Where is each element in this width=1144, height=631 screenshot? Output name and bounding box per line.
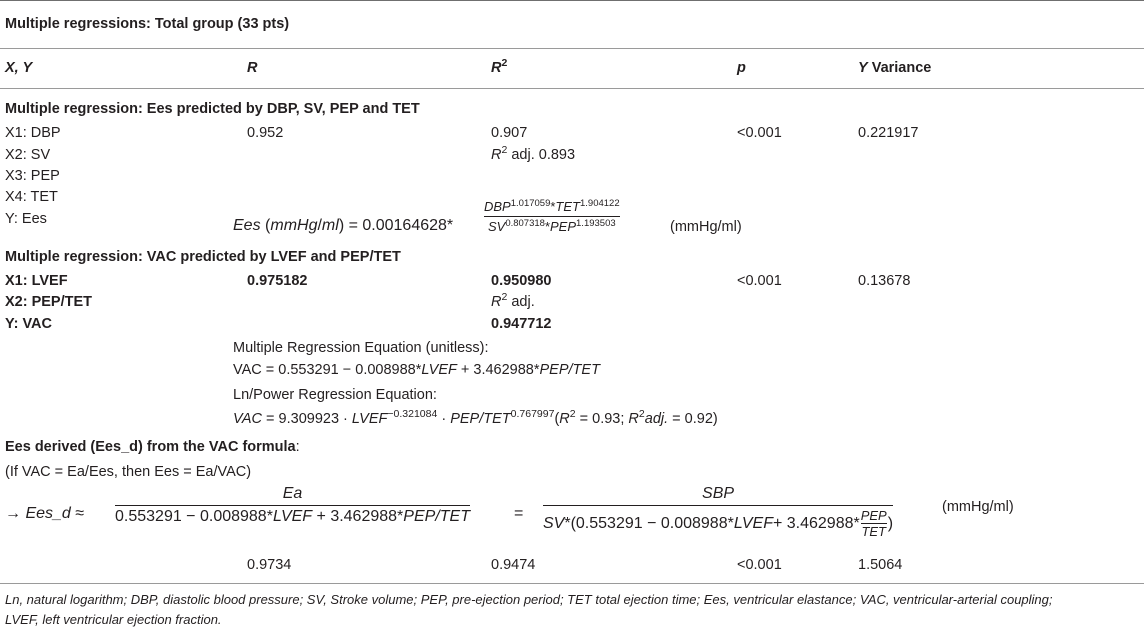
header-p: p — [737, 60, 746, 76]
footnote-line-2: LVEF, left ventricular ejection fraction. — [5, 612, 222, 627]
section2-mr-label: Multiple Regression Equation (unitless): — [233, 340, 489, 356]
section2-ln-equation: VAC = $9.309923 \cdot LVEF^{-0.321084} \cdot PEP/TET^{0.767997}(R^2 = 0.93$; $R^2adj$. = 0.92) — [233, 408, 718, 427]
table-title: Multiple regressions: Total group (33 pts) — [5, 16, 290, 32]
section2-var-x1: X1: LVEF — [5, 273, 68, 289]
section1-var-x1: X1: DBP — [5, 125, 61, 141]
section2-mr-equation: VAC = 0.553291 − 0.008988*LVEF + 3.462988*PEP/TET — [233, 362, 600, 378]
section1-equation-unit: (mmHg/ml) — [670, 219, 742, 235]
section3-equals: = — [514, 505, 524, 522]
title-rule — [0, 48, 1144, 49]
section3-p: <0.001 — [737, 557, 782, 573]
bottom-rule — [0, 583, 1144, 584]
section2-r2-adj-value: 0.947712 — [491, 316, 552, 332]
section1-r: 0.952 — [247, 125, 284, 141]
section1-var-x2: X2: SV — [5, 147, 51, 163]
section2-r2-adj: $R^2$ adj. — [491, 291, 535, 310]
section1-y-variance: 0.221917 — [858, 125, 919, 141]
footnote-line-1: Ln, natural logarithm; DBP, diastolic blood pressure; SV, Stroke volume; PEP, pre-ejection period; TET total ejection time; Ees, ventricular elastance; VAC, ventricular-arterial coupling; — [5, 592, 1053, 607]
header-rule — [0, 88, 1144, 89]
section3-y-variance: 1.5064 — [858, 557, 903, 573]
section1-var-x3: X3: PEP — [5, 168, 60, 184]
section3-equation-unit: (mmHg/ml) — [942, 499, 1014, 515]
section1-equation-lhs: Ees (mmHg/ml) = 0.00164628* — [233, 217, 454, 234]
section1-p: <0.001 — [737, 125, 782, 141]
section3-r: 0.9734 — [247, 557, 292, 573]
section1-equation-fraction: $DBP^{1.017059}*TET^{1.904122}$ $SV^{0.807318}*PEP^{1.193503}$ — [484, 198, 620, 234]
section2-ln-label: Ln/Power Regression Equation: — [233, 387, 437, 403]
section3-r2: 0.9474 — [491, 557, 536, 573]
section2-r: 0.975182 — [247, 273, 308, 289]
section2-var-y: Y: VAC — [5, 316, 52, 332]
section3-fraction-1: Ea 0.553291 − 0.008988*LVEF + 3.462988*PEP/TET — [115, 485, 470, 525]
header-r2: $R^2$ — [491, 57, 508, 76]
section1-r2: 0.907 — [491, 125, 528, 141]
section2-p: <0.001 — [737, 273, 782, 289]
section1-heading: Multiple regression: Ees predicted by DBP, SV, PEP and TET — [5, 101, 420, 117]
section2-r2: 0.950980 — [491, 273, 552, 289]
header-y-variance: Y Variance — [858, 60, 932, 76]
header-xy: X, Y — [5, 60, 33, 76]
section1-var-y: Y: Ees — [5, 211, 47, 227]
section1-var-x4: X4: TET — [5, 189, 58, 205]
section2-y-variance: 0.13678 — [858, 273, 911, 289]
section2-var-x2: X2: PEP/TET — [5, 294, 93, 310]
top-rule — [0, 0, 1144, 1]
section3-equation-lhs: → Ees_d ≈ — [5, 505, 85, 522]
section3-fraction-2: SBP SV *(0.553291 − 0.008988* LVEF + 3.462988* PEP TET ) — [543, 485, 894, 539]
section3-note: (If VAC = Ea/Ees, then Ees = Ea/VAC) — [5, 464, 252, 480]
section2-heading: Multiple regression: VAC predicted by LVEF and PEP/TET — [5, 249, 401, 265]
section3-heading: Ees derived (Ees_d) from the VAC formula: — [5, 439, 300, 455]
header-r: R — [247, 60, 258, 76]
section1-r2-adj: $R^2$ adj. 0.893 — [491, 144, 576, 163]
